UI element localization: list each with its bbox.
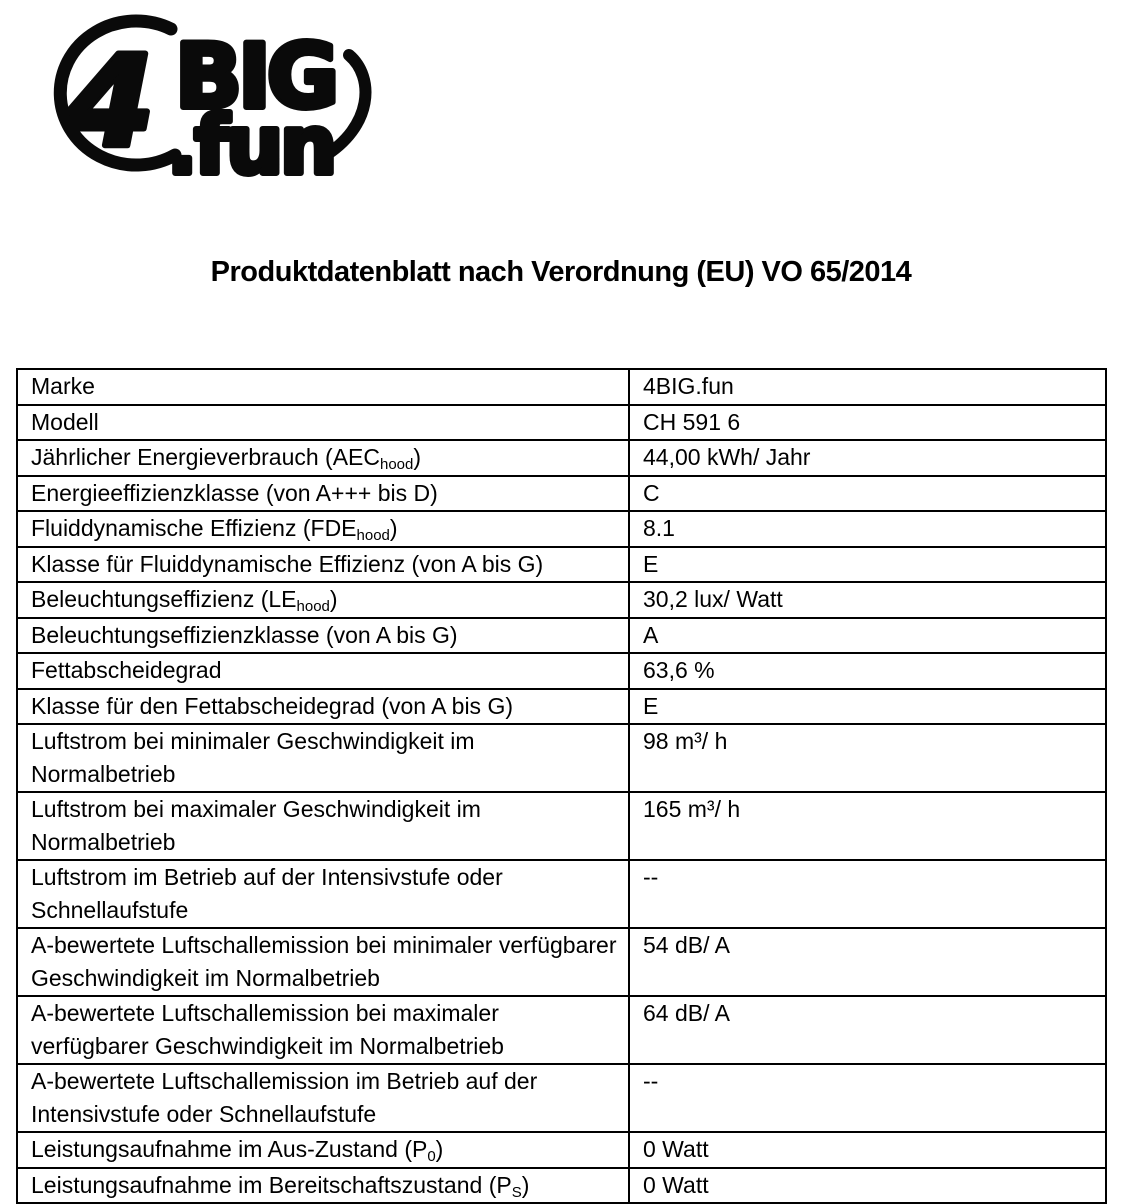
row-value: 44,00 kWh/ Jahr	[629, 440, 1106, 476]
row-label-subscript: hood	[296, 598, 330, 615]
row-label-subscript: hood	[356, 527, 390, 544]
table-row	[17, 860, 1106, 928]
table-row	[17, 792, 1106, 860]
row-label-text: A-bewertete Luftschallemission bei maximaler verfügbarer Geschwindigkeit im Normalbetrieb	[31, 1000, 504, 1059]
row-value: E	[629, 547, 1106, 583]
row-value: CH 591 6	[629, 405, 1106, 441]
product-data-table	[16, 368, 1107, 1204]
row-label-subscript: hood	[380, 456, 414, 473]
table-row	[17, 1132, 1106, 1168]
row-value: 98 m³/ h	[629, 724, 1106, 792]
row-label-text: Beleuchtungseffizienz (LE	[31, 586, 297, 612]
page-title: Produktdatenblatt nach Verordnung (EU) VO 65/2014	[210, 256, 912, 288]
product-data-table-body	[17, 369, 1106, 1203]
row-label	[17, 618, 629, 654]
row-label-text: Fettabscheidegrad	[31, 657, 222, 683]
row-label-subscript: 0	[427, 1148, 436, 1165]
row-label-text: Luftstrom bei maximaler Geschwindigkeit im Normalbetrieb	[31, 796, 481, 855]
row-value: 0 Watt	[629, 1168, 1106, 1204]
row-label-subscript: S	[511, 1183, 522, 1201]
row-label	[17, 440, 629, 476]
row-label	[17, 547, 629, 583]
logo-big-text: BIG	[175, 25, 336, 128]
row-value: --	[629, 860, 1106, 928]
row-label	[17, 511, 629, 547]
row-value: 4BIG.fun	[629, 369, 1106, 405]
row-value: E	[629, 689, 1106, 725]
row-label	[17, 996, 629, 1064]
row-value: C	[629, 476, 1106, 512]
table-row	[17, 1064, 1106, 1132]
row-label	[17, 928, 629, 996]
table-row	[17, 1168, 1106, 1204]
row-label-text: Marke	[31, 373, 95, 399]
table-row	[17, 547, 1106, 583]
row-label-text: Leistungsaufnahme im Aus-Zustand (P	[31, 1136, 428, 1162]
row-label-text: Leistungsaufnahme im Bereitschaftszustand (P	[31, 1171, 512, 1198]
row-label	[17, 1168, 629, 1204]
row-label-text: Jährlicher Energieverbrauch (AEC	[31, 444, 380, 470]
table-row	[17, 511, 1106, 547]
table-row	[17, 724, 1106, 792]
row-label-text: Beleuchtungseffizienzklasse (von A bis G)	[31, 621, 458, 648]
row-label	[17, 653, 629, 689]
row-value: 64 dB/ A	[629, 996, 1106, 1064]
row-label-text: Luftstrom im Betrieb auf der Intensivstufe oder Schnellaufstufe	[31, 864, 503, 923]
row-label-text: Modell	[31, 408, 99, 435]
row-label-text: Klasse für Fluiddynamische Effizienz (von A bis G)	[31, 550, 544, 577]
table-row	[17, 582, 1106, 618]
row-value: 54 dB/ A	[629, 928, 1106, 996]
brand-logo	[25, 5, 365, 192]
row-value: 0 Watt	[629, 1132, 1106, 1168]
row-label	[17, 1132, 629, 1168]
row-label-suffix: )	[521, 1171, 530, 1198]
logo-fun-text: .fun	[167, 99, 335, 192]
row-label	[17, 369, 629, 405]
row-label-suffix: )	[413, 444, 422, 470]
row-label	[17, 476, 629, 512]
table-row	[17, 928, 1106, 996]
table-row	[17, 996, 1106, 1064]
row-label	[17, 405, 629, 441]
row-label-suffix: )	[329, 586, 338, 612]
table-row	[17, 405, 1106, 441]
row-label-text: A-bewertete Luftschallemission im Betrieb auf der Intensivstufe oder Schnellaufstufe	[31, 1068, 538, 1127]
row-label	[17, 582, 629, 618]
row-label-text: Energieeffizienzklasse (von A+++ bis D)	[31, 479, 438, 506]
row-label-text: Fluiddynamische Effizienz (FDE	[31, 515, 357, 541]
row-label	[17, 860, 629, 928]
logo-4-text: 4	[67, 28, 155, 175]
row-label-text: Luftstrom bei minimaler Geschwindigkeit im Normalbetrieb	[31, 728, 475, 787]
row-label	[17, 792, 629, 860]
row-value: 30,2 lux/ Watt	[629, 582, 1106, 618]
row-value: 165 m³/ h	[629, 792, 1106, 860]
row-value: 63,6 %	[629, 653, 1106, 689]
row-label-suffix: )	[435, 1136, 444, 1162]
row-value: A	[629, 618, 1106, 654]
table-row	[17, 689, 1106, 725]
row-label	[17, 1064, 629, 1132]
table-row	[17, 476, 1106, 512]
row-value: --	[629, 1064, 1106, 1132]
table-row	[17, 618, 1106, 654]
row-label	[17, 724, 629, 792]
row-value: 8.1	[629, 511, 1106, 547]
row-label-text: Klasse für den Fettabscheidegrad (von A bis G)	[31, 692, 513, 719]
table-row	[17, 369, 1106, 405]
row-label	[17, 689, 629, 725]
row-label-text: A-bewertete Luftschallemission bei minimaler verfügbarer Geschwindigkeit im Normalbetrieb	[31, 932, 617, 991]
table-row	[17, 653, 1106, 689]
table-row	[17, 440, 1106, 476]
row-label-suffix: )	[389, 515, 398, 541]
